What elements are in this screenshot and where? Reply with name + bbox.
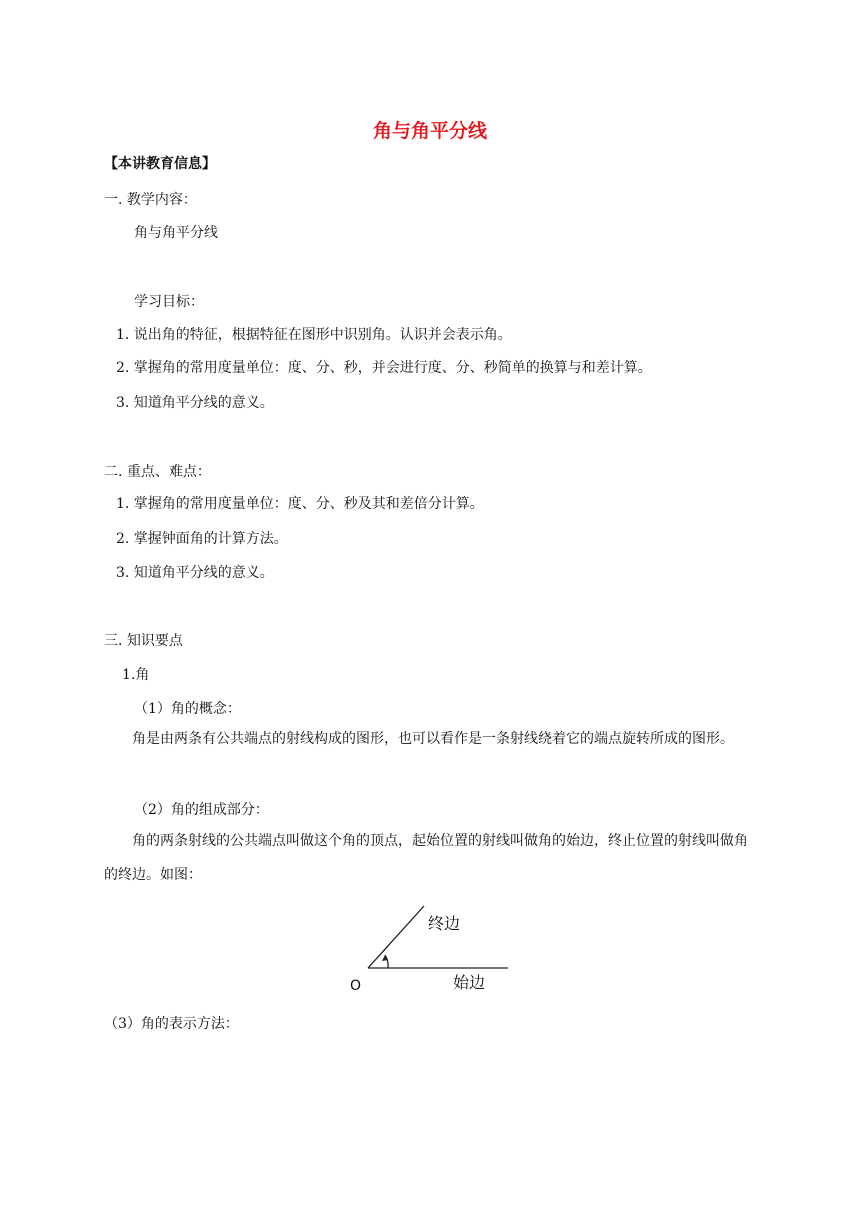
goal-item-1: 1. 说出角的特征，根据特征在图形中识别角。认识并会表示角。 <box>116 327 512 343</box>
section3-heading: 三. 知识要点 <box>104 633 183 649</box>
goal-item-2: 2. 掌握角的常用度量单位：度、分、秒，并会进行度、分、秒简单的换算与和差计算。 <box>116 360 652 376</box>
info-header: 【本讲教育信息】 <box>104 156 216 172</box>
goals-heading: 学习目标： <box>134 294 204 310</box>
subsection-angle: 1.角 <box>122 667 150 683</box>
goal-item-3: 3. 知道角平分线的意义。 <box>116 395 274 411</box>
vertex-label: O <box>350 978 362 994</box>
representation-heading: （3）角的表示方法： <box>104 1016 239 1032</box>
section1-heading: 一. 教学内容： <box>104 192 197 208</box>
difficulty-item-1: 1. 掌握角的常用度量单位：度、分、秒及其和差倍分计算。 <box>116 496 484 512</box>
concept-heading: （1）角的概念： <box>134 701 241 717</box>
difficulty-item-3: 3. 知道角平分线的意义。 <box>116 565 274 581</box>
terminal-side-ray <box>368 906 424 968</box>
parts-text: 角的两条射线的公共端点叫做这个角的顶点，起始位置的射线叫做角的始边，终止位置的射线叫做角的终边。如图： <box>104 833 748 883</box>
parts-heading: （2）角的组成部分： <box>134 802 269 818</box>
concept-text: 角是由两条有公共端点的射线构成的图形，也可以看作是一条射线绕着它的端点旋转所成的图形。 <box>132 731 734 747</box>
document-title: 角与角平分线 <box>372 120 487 142</box>
angle-diagram <box>348 896 512 996</box>
section1-content: 角与角平分线 <box>134 225 218 241</box>
section2-heading: 二. 重点、难点： <box>104 464 211 480</box>
initial-side-label: 始边 <box>453 973 486 992</box>
terminal-side-label: 终边 <box>428 914 461 933</box>
difficulty-item-2: 2. 掌握钟面角的计算方法。 <box>116 531 288 547</box>
